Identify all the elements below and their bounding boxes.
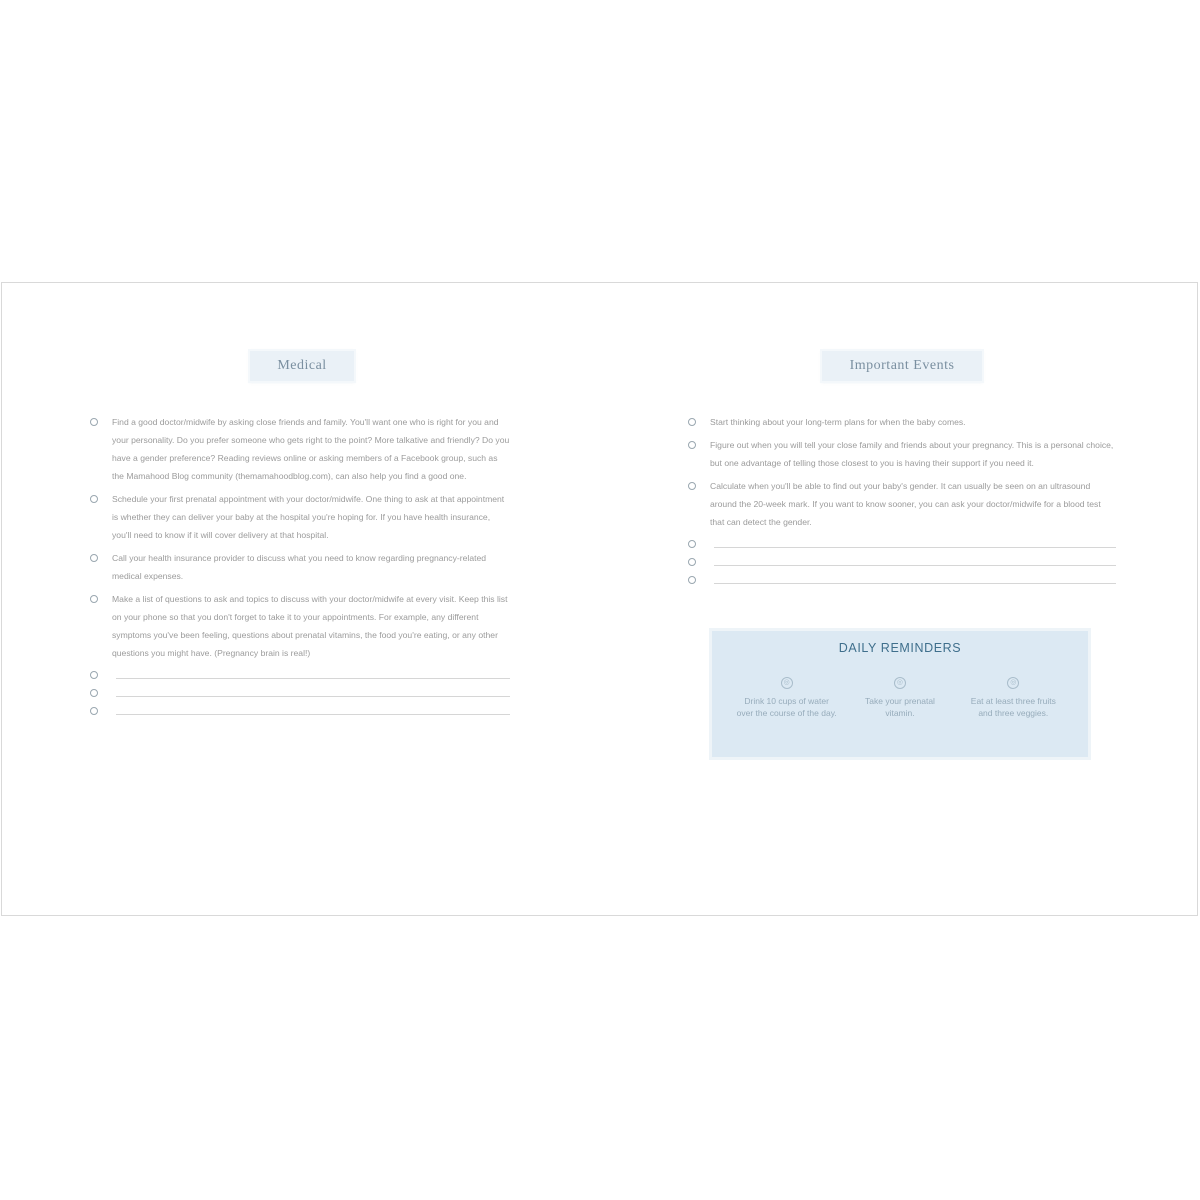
checklist-item-text: Calculate when you'll be able to find out your baby's gender. It can usually be seen on an ultrasound around the 20-week mark. If you want to know sooner, you can ask your doctor/midwife for a blood test that can detect the gender. [710,481,1101,527]
write-in-line [116,696,510,697]
blank-checklist-line[interactable] [90,667,510,685]
water-icon: ◎ [781,677,793,689]
checkbox-circle-icon[interactable] [90,418,98,426]
write-in-line [714,565,1116,566]
reminder-text: Eat at least three fruits and three veggies. [970,696,1056,718]
write-in-line [116,714,510,715]
checklist-item[interactable] [90,549,510,585]
blank-checklist-line[interactable] [688,572,1116,590]
checkbox-circle-icon[interactable] [688,441,696,449]
checklist-item[interactable] [688,477,1116,531]
checkbox-circle-icon[interactable] [688,558,696,566]
checklist-item-text: Schedule your first prenatal appointment with your doctor/midwife. One thing to ask at that appointment is whether they can deliver your baby at the hospital you're hoping for. If you have health insurance, you'll need to know if it will cover delivery at that hospital. [112,494,505,540]
checklist-item[interactable] [688,436,1116,472]
reminder-water [737,677,837,719]
medical-checklist [90,413,510,721]
reminder-vitamin [850,677,950,719]
blank-checklist-line[interactable] [90,703,510,721]
write-in-line [116,678,510,679]
left-page [2,283,600,915]
checklist-item-text: Call your health insurance provider to discuss what you need to know regarding pregnancy-related medical expenses. [112,553,487,581]
blank-checklist-line[interactable] [90,685,510,703]
checkbox-circle-icon[interactable] [90,707,98,715]
checkbox-circle-icon[interactable] [688,540,696,548]
checklist-item-text: Figure out when you will tell your close family and friends about your pregnancy. This is a personal choice, but one advantage of telling those closest to you is having their support if you need it. [710,440,1114,468]
checkbox-circle-icon[interactable] [90,595,98,603]
checklist-item-text: Find a good doctor/midwife by asking close friends and family. You'll want one who is right for you and your personality. Do you prefer someone who gets right to the point? More talkative and friendly? Do you have a gender preference? Reading reviews online or asking members of a Facebook group, such as the Mamahood Blog community (themamahoodblog.com), can also help you find a good one. [112,417,510,481]
checklist-item[interactable] [90,490,510,544]
vitamin-icon: ◎ [894,677,906,689]
book-spread [1,282,1198,916]
write-in-line [714,583,1116,584]
reminder-text: Drink 10 cups of water over the course of the day. [736,696,837,718]
checklist-item[interactable] [688,413,1116,431]
reminders-row [712,677,1088,719]
checkbox-circle-icon[interactable] [688,418,696,426]
checklist-item-text: Start thinking about your long-term plans for when the baby comes. [710,417,966,427]
important-events-section-title: Important Events [822,351,982,381]
checklist-item[interactable] [90,413,510,485]
right-page [600,283,1198,915]
write-in-line [714,547,1116,548]
checklist-item-text: Make a list of questions to ask and topics to discuss with your doctor/midwife at every visit. Keep this list on your phone so that you don't forget to take it to your appointments. For example, any different symptoms you've been feeling, questions about prenatal vitamins, the food you're eating, or any other questions you might have. (Pregnancy brain is real!) [112,594,508,658]
checkbox-circle-icon[interactable] [688,482,696,490]
vegetable-icon: ◎ [1007,677,1019,689]
blank-checklist-line[interactable] [688,536,1116,554]
reminder-vegetables [963,677,1063,719]
checkbox-circle-icon[interactable] [90,671,98,679]
checkbox-circle-icon[interactable] [688,576,696,584]
medical-section-title: Medical [250,351,354,381]
checklist-item[interactable] [90,590,510,662]
checkbox-circle-icon[interactable] [90,495,98,503]
daily-reminders-title: DAILY REMINDERS [838,641,962,655]
daily-reminders-box [712,631,1088,757]
blank-checklist-line[interactable] [688,554,1116,572]
checkbox-circle-icon[interactable] [90,554,98,562]
checkbox-circle-icon[interactable] [90,689,98,697]
reminder-text: Take your prenatal vitamin. [865,696,935,718]
events-checklist [688,413,1116,590]
